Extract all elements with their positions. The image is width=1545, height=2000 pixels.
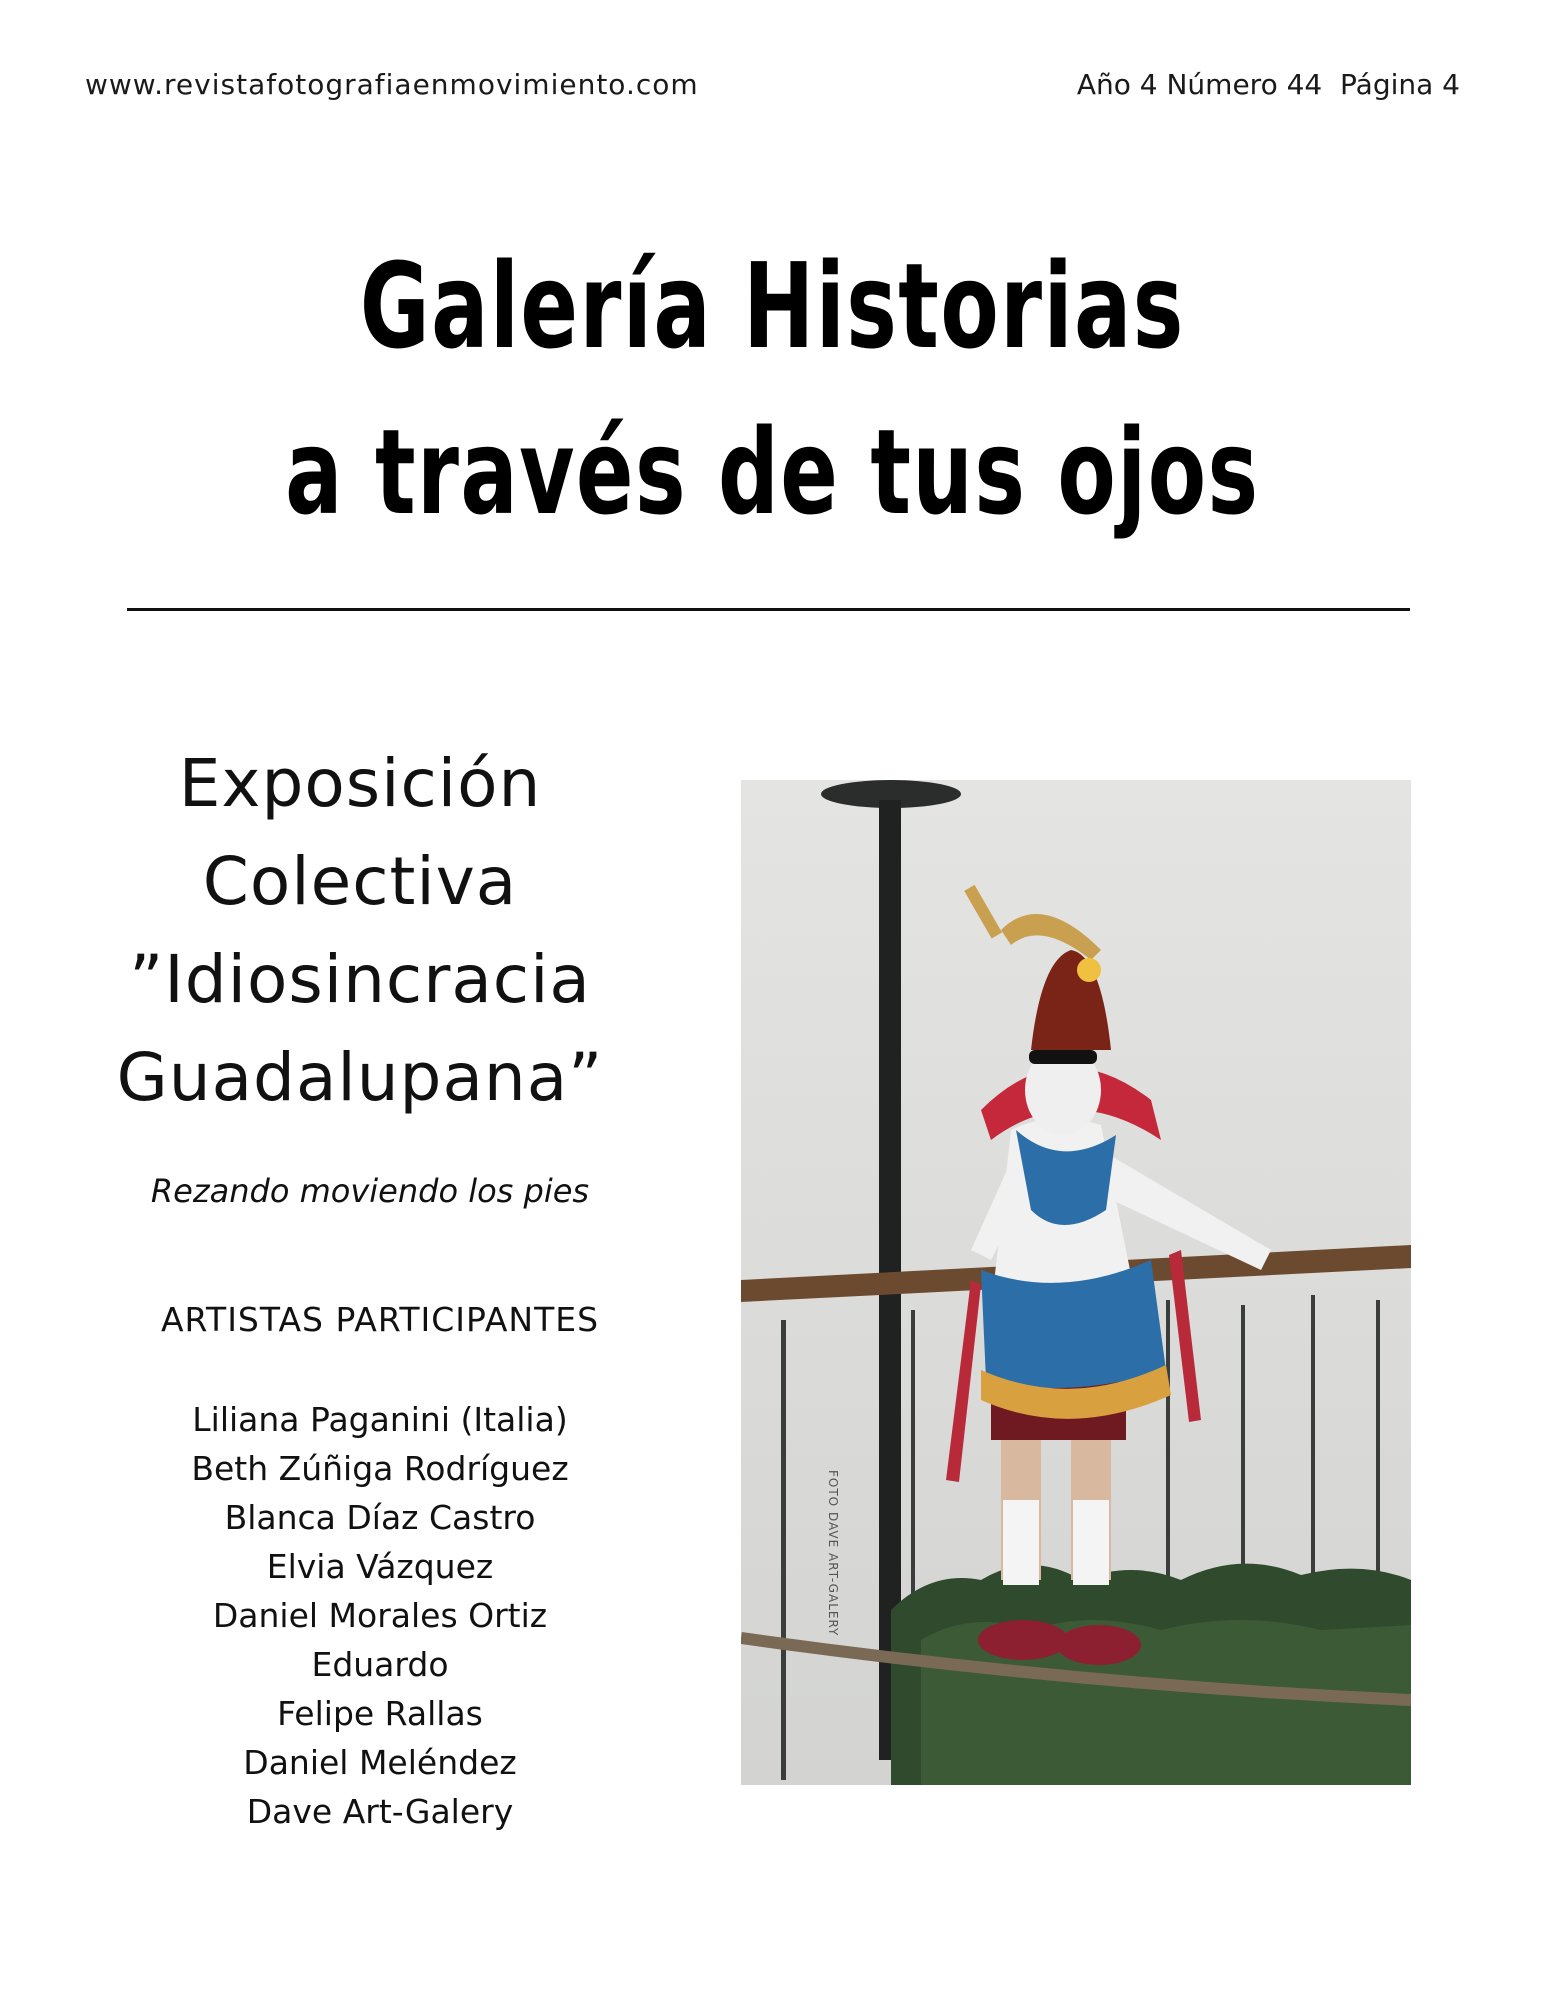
artist-name: Elvia Vázquez <box>266 1547 494 1586</box>
issue-info: Año 4 Número 44 Página 4 <box>1076 68 1460 101</box>
artist-name: Blanca Díaz Castro <box>224 1498 536 1537</box>
page-title-line-2: a través de tus ojos <box>285 403 1260 541</box>
artist-name: Eduardo <box>311 1645 449 1684</box>
exhibition-title <box>95 735 625 1127</box>
artist-name: Daniel Meléndez <box>243 1743 517 1782</box>
exhibition-title-line: Exposición <box>178 745 542 822</box>
photo-watermark: FOTO DAVE ART-GALERY <box>826 1470 840 1637</box>
artist-name: Daniel Morales Ortiz <box>212 1596 548 1635</box>
dancer-illustration <box>741 780 1411 1785</box>
page-title-line-1: Galería Historias <box>359 237 1185 375</box>
artists-heading: ARTISTAS PARTICIPANTES <box>160 1300 600 1339</box>
exhibition-title-line: Colectiva <box>202 843 518 920</box>
artist-name: Liliana Paganini (Italia) <box>192 1400 568 1439</box>
artist-name: Beth Zúñiga Rodríguez <box>191 1449 569 1488</box>
artist-name: Dave Art-Galery <box>246 1792 514 1831</box>
artist-name: Felipe Rallas <box>277 1694 483 1733</box>
photo-caption: Rezando moviendo los pies <box>150 1172 590 1210</box>
dancer-photo <box>741 780 1411 1785</box>
exhibition-title-line: Guadalupana” <box>116 1039 604 1116</box>
artists-list <box>130 1395 630 1836</box>
exhibition-title-line: ”Idiosincracia <box>129 941 591 1018</box>
title-divider <box>127 608 1410 611</box>
magazine-url: www.revistafotografiaenmovimiento.com <box>85 68 699 101</box>
